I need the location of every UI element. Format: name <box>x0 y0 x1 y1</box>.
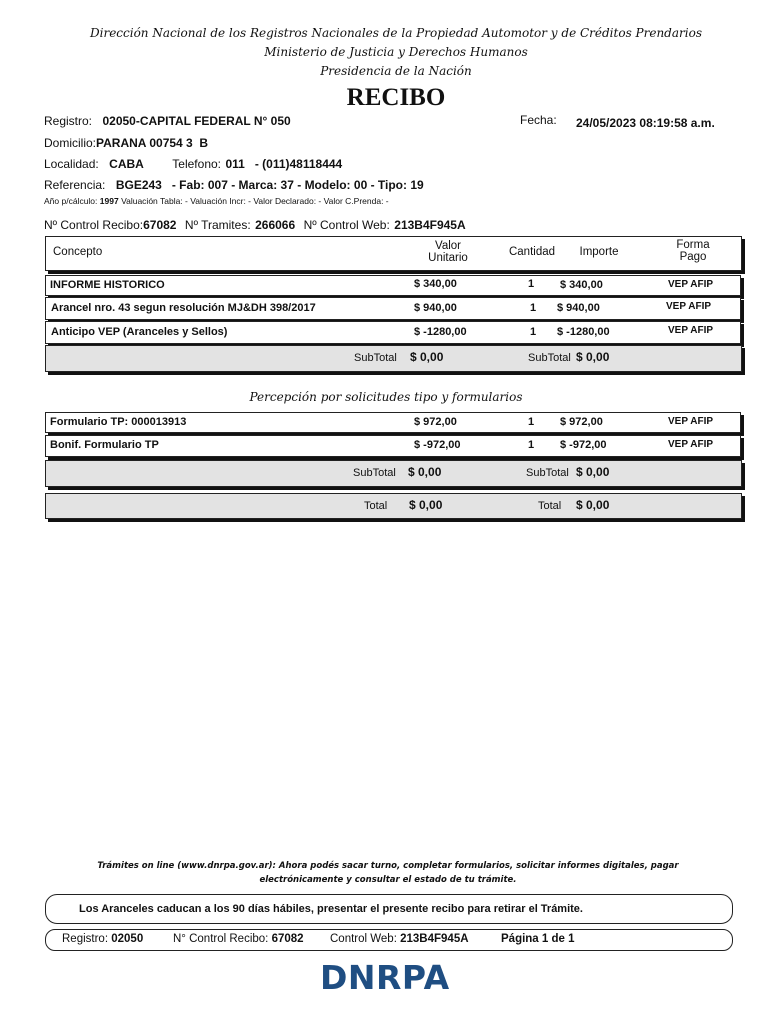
row-forma: VEP AFIP <box>668 279 714 290</box>
row-forma: VEP AFIP <box>666 301 712 312</box>
row-importe: $ 972,00 <box>560 416 603 428</box>
row-importe: $ 340,00 <box>560 279 603 291</box>
localidad-value: CABA <box>109 157 144 171</box>
row-concepto: Bonif. Formulario TP <box>50 439 159 451</box>
row-cantidad: 1 <box>530 326 537 338</box>
control-row <box>44 216 466 234</box>
table-row <box>45 275 741 296</box>
total-value-2: $ 0,00 <box>576 498 610 512</box>
table-row <box>45 412 741 433</box>
col-valor <box>418 240 478 264</box>
footer-registro-label: Registro: <box>62 933 109 945</box>
footer-control-label: N° Control Recibo: <box>173 933 269 945</box>
aranceles-notice <box>45 894 733 924</box>
calc-rest: Valuación Tabla: - Valuación Incr: - Valor Declarado: - Valor C.Prenda: - <box>121 196 389 206</box>
row-forma: VEP AFIP <box>668 416 714 427</box>
row-importe: $ -972,00 <box>560 439 607 451</box>
fecha-label: Fecha: <box>520 113 557 127</box>
fecha-value: 24/05/2023 08:19:58 a.m. <box>576 116 715 130</box>
row-cantidad: 1 <box>530 302 537 314</box>
footer-registro-value: 02050 <box>111 933 144 945</box>
web-value: 213B4F945A <box>394 218 466 232</box>
total-value: $ 0,00 <box>409 498 443 512</box>
col-importe: Importe <box>579 246 619 258</box>
total-label-2: Total <box>538 500 562 512</box>
localidad-row <box>44 155 342 173</box>
row-cantidad: 1 <box>528 439 535 451</box>
footer-registro <box>62 933 143 945</box>
aranceles-text: Los Aranceles caducan a los 90 días hábiles, presentar el presente recibo para retirar el Trámite. <box>79 903 583 915</box>
row-importe: $ -1280,00 <box>557 326 610 338</box>
row-valor: $ 340,00 <box>414 278 457 290</box>
header-line-2: Ministerio de Justicia y Derechos Humanos <box>264 45 528 59</box>
online-note-line1: Trámites on line (www.dnrpa.gov.ar): Ahora podés sacar turno, completar formularios, solicitar informes digitales, pagar <box>97 861 679 871</box>
col-concepto: Concepto <box>53 246 103 258</box>
domicilio-row <box>44 134 208 152</box>
subtotal-row <box>45 460 742 487</box>
subtotal-row <box>45 345 742 372</box>
row-concepto: INFORME HISTORICO <box>50 279 165 291</box>
total-row <box>45 493 742 519</box>
dnrpa-logo: DNRPA <box>320 958 450 997</box>
subtotal-label-2: SubTotal <box>528 352 571 364</box>
referencia-value: BGE243 - Fab: 007 - Marca: 37 - Modelo: 00 - Tipo: 19 <box>115 178 424 192</box>
row-forma: VEP AFIP <box>668 325 714 336</box>
row-forma: VEP AFIP <box>668 439 714 450</box>
row-cantidad: 1 <box>528 278 535 290</box>
table-row <box>45 297 741 320</box>
row-importe: $ 940,00 <box>557 302 600 314</box>
col-cantidad: Cantidad <box>508 246 556 258</box>
total-label: Total <box>364 500 388 512</box>
row-valor: $ -972,00 <box>414 439 461 451</box>
domicilio-label: Domicilio: <box>44 136 97 150</box>
col-valor-line2: Unitario <box>428 252 468 264</box>
col-forma-line1: Forma <box>676 239 710 251</box>
web-label: Nº Control Web: <box>303 218 390 232</box>
online-note <box>0 861 768 885</box>
col-forma-line2: Pago <box>679 251 707 263</box>
header-line-1: Dirección Nacional de los Registros Nacionales de la Propiedad Automotor y de Créditos Prendarios <box>90 26 702 40</box>
row-concepto: Formulario TP: 000013913 <box>50 416 187 428</box>
domicilio-value: PARANA 00754 3 B <box>96 136 209 150</box>
tramites-label: Nº Tramites: <box>184 218 251 232</box>
referencia-label: Referencia: <box>44 178 106 192</box>
referencia-row <box>44 176 424 194</box>
footer-web <box>330 933 469 945</box>
telefono-value: 011 - (011)48118444 <box>225 157 343 171</box>
subtotal-label: SubTotal <box>354 352 397 364</box>
footer-web-label: Control Web: <box>330 933 397 945</box>
table-header <box>45 236 742 271</box>
row-concepto: Arancel nro. 43 segun resolución MJ&DH 398/2017 <box>51 302 316 314</box>
row-cantidad: 1 <box>528 416 535 428</box>
subtotal-value: $ 0,00 <box>410 350 444 364</box>
control-value: 67082 <box>143 218 177 232</box>
calc-year: 1997 <box>99 196 119 206</box>
control-label: Nº Control Recibo: <box>44 218 144 232</box>
calculo-row <box>44 196 389 206</box>
subtotal-value: $ 0,00 <box>408 465 442 479</box>
table-row <box>45 435 741 457</box>
registro-row <box>44 112 291 130</box>
telefono-label: Telefono: <box>172 157 221 171</box>
footer-pagina: Página 1 de 1 <box>501 933 575 945</box>
footer-web-value: 213B4F945A <box>400 933 469 945</box>
col-forma <box>668 239 718 263</box>
registro-label: Registro: <box>44 114 93 128</box>
registro-value: 02050-CAPITAL FEDERAL N° 050 <box>102 114 291 128</box>
online-note-line2: electrónicamente y consultar el estado de tu trámite. <box>259 875 517 885</box>
section-2-title: Percepción por solicitudes tipo y formularios <box>249 390 523 404</box>
footer-bar <box>45 929 733 951</box>
subtotal-label-2: SubTotal <box>526 467 569 479</box>
localidad-label: Localidad: <box>44 157 99 171</box>
footer-control <box>173 933 304 945</box>
subtotal-value-2: $ 0,00 <box>576 465 610 479</box>
subtotal-label: SubTotal <box>353 467 396 479</box>
col-valor-line1: Valor <box>435 240 461 252</box>
table-row <box>45 321 741 344</box>
row-valor: $ 940,00 <box>414 302 457 314</box>
row-concepto: Anticipo VEP (Aranceles y Sellos) <box>51 326 228 338</box>
tramites-value: 266066 <box>255 218 296 232</box>
header-line-3: Presidencia de la Nación <box>320 64 472 78</box>
row-valor: $ -1280,00 <box>414 326 467 338</box>
row-valor: $ 972,00 <box>414 416 457 428</box>
subtotal-value-2: $ 0,00 <box>576 350 610 364</box>
footer-control-value: 67082 <box>271 933 304 945</box>
page-title: RECIBO <box>346 84 446 111</box>
calc-label: Año p/cálculo: <box>44 196 98 206</box>
